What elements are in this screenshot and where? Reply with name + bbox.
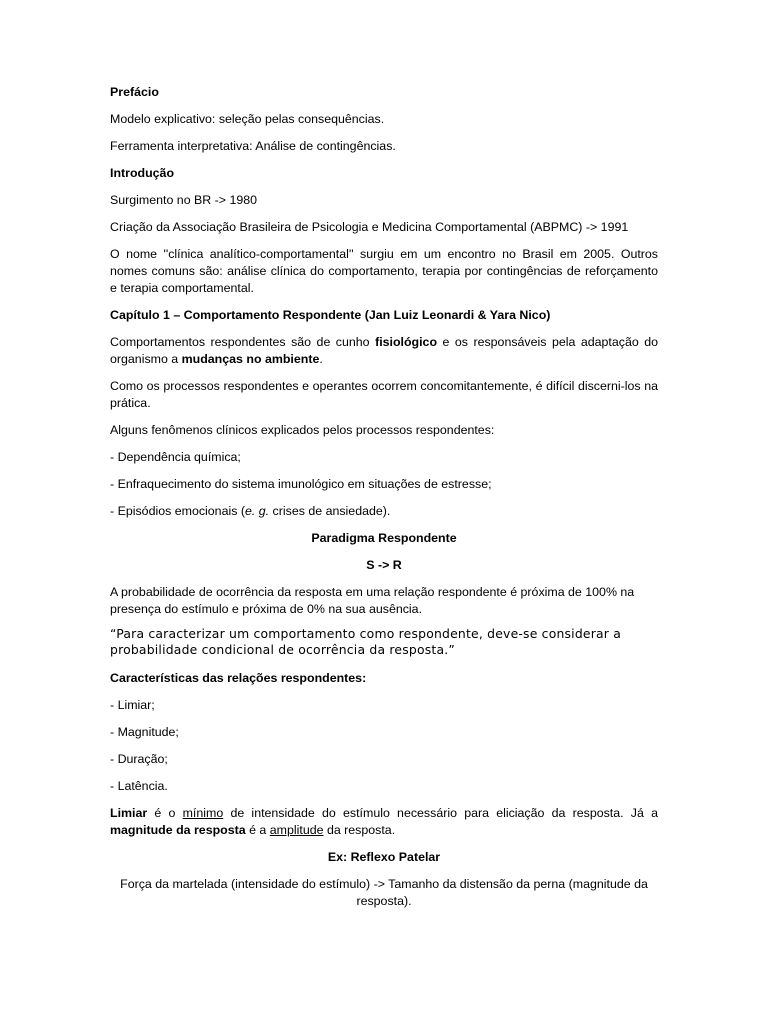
heading-introducao: Introdução [110,166,175,180]
document-body [110,84,658,920]
bold-text: mudanças no ambiente [181,352,320,366]
text-run: - Episódios emocionais ( [110,504,245,518]
paragraph: A probabilidade de ocorrência da resposta em uma relação respondente é próxima de 100% na presença do estímulo e próxima de 0% na sua ausência. [110,585,635,616]
paragraph: Ferramenta interpretativa: Análise de contingências. [110,139,396,153]
text-run: . [319,352,323,366]
text-run: é a [245,823,270,837]
list-item: - Magnitude; [110,725,179,739]
italic-text: e. g. [244,504,270,518]
text-run: é o [147,806,183,820]
text-run: Comportamentos respondentes são de cunho [110,335,376,349]
paradigm-formula: S -> R [366,558,402,572]
list-item: - Limiar; [110,698,155,712]
list-item: - Enfraquecimento do sistema imunológico em situações de estresse; [110,477,492,491]
text-run: e os responsáveis pela adaptação do organismo a [110,335,658,366]
underlined-text: mínimo [182,806,224,820]
heading-exemplo: Ex: Reflexo Patelar [327,850,441,864]
heading-caracteristicas: Características das relações respondentes: [110,671,367,685]
paragraph: Surgimento no BR -> 1980 [110,193,258,207]
underlined-text: amplitude [269,823,324,837]
list-item [110,503,658,520]
paragraph [110,805,658,839]
paragraph [110,334,658,368]
paragraph: Força da martelada (intensidade do estímulo) -> Tamanho da distensão da perna (magnitude da resposta). [120,877,648,908]
paragraph: Alguns fenômenos clínicos explicados pelos processos respondentes: [110,423,495,437]
text-run: de intensidade do estímulo necessário para eliciação da resposta. Já a [223,806,658,820]
text-run: crises de ansiedade). [269,504,391,518]
bold-text: magnitude da resposta [110,823,246,837]
quote: “Para caracterizar um comportamento como respondente, deve-se considerar a probabilidade condicional de ocorrência da resposta.” [110,626,622,657]
text-run: da resposta. [323,823,396,837]
paragraph: O nome ''clínica analítico-comportamental'' surgiu em um encontro no Brasil em 2005. Outros nomes comuns são: análise clínica do comportamento, terapia por contingências de reforçamento e terapia comportamental. [110,247,658,295]
paragraph: Modelo explicativo: seleção pelas consequências. [110,112,385,126]
heading-prefacio: Prefácio [110,85,159,99]
list-item: - Latência. [110,779,168,793]
bold-text: fisiológico [375,335,438,349]
list-item: - Dependência química; [110,450,241,464]
paragraph: Criação da Associação Brasileira de Psicologia e Medicina Comportamental (ABPMC) -> 1991 [110,220,629,234]
heading-capitulo-1: Capítulo 1 – Comportamento Respondente (Jan Luiz Leonardi & Yara Nico) [110,308,551,322]
paragraph: Como os processos respondentes e operantes ocorrem concomitantemente, é difícil discerni-los na prática. [110,379,658,410]
list-item: - Duração; [110,752,168,766]
heading-paradigma: Paradigma Respondente [311,531,457,545]
bold-text: Limiar [110,806,148,820]
